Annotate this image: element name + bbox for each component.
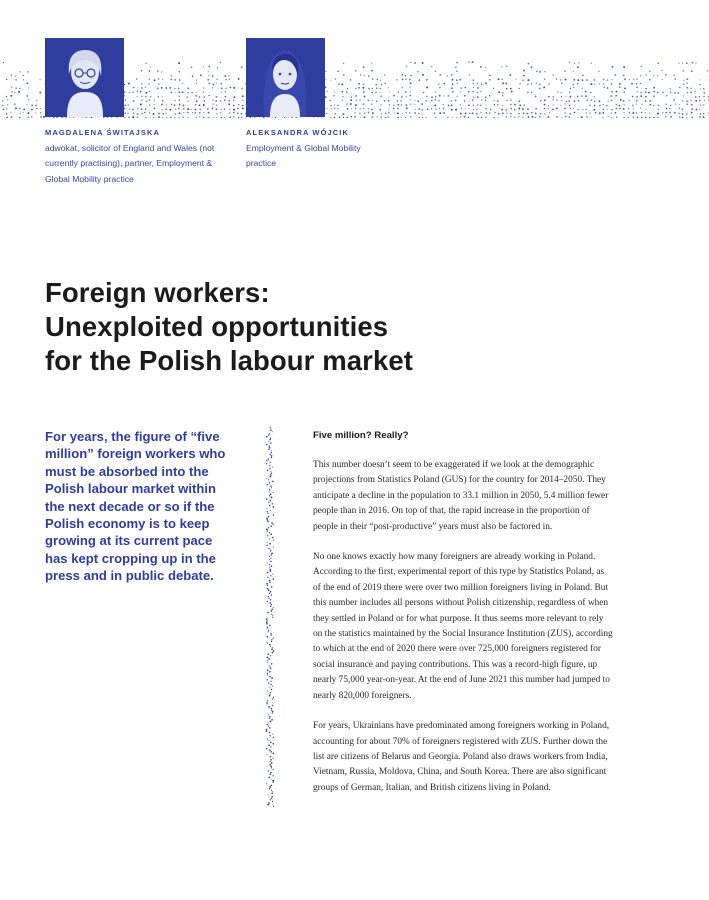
body-paragraph: For years, Ukrainians have predominated among foreigners working in Poland, accounting for about 70% of foreigners registered with ZUS. Further down the list are citizens of Belarus and Georgia. Poland also draws workers from India, Vietnam, Russia, Moldova, China, and South Korea. There are also significant groups of German, Italian, and British citizens living in Poland.: [313, 721, 610, 793]
author-photo-aleksandra: [246, 38, 325, 117]
author-photo-magdalena: [45, 38, 124, 117]
author-name: MAGDALENA ŚWITAJSKA: [45, 128, 161, 137]
body-paragraph: No one knows exactly how many foreigners are already working in Poland. According to the first, experimental report of this type by Statistics Poland, as of the end of 2019 there were over two million foreigners living in Poland. But this number includes all persons without Polish citizenship, regardless of when they settled in Poland or for what purpose. It thus seems more relevant to rely on the statistics maintained by the Social Insurance Institution (ZUS), according to which at the end of 2020 there were over 725,000 foreigners registered for social insurance and paying contributions. This was a record-high figure, up nearly 75,000 year-on-year. At the end of June 2021 this number had jumped to nearly 820,000 foreigners.: [313, 552, 613, 701]
title-line: for the Polish labour market: [45, 345, 414, 376]
article-title: [45, 276, 413, 378]
author-role: Employment & Global Mobility practice: [246, 143, 361, 169]
lead-paragraph: For years, the figure of “five million” foreign workers who must be absorbed into the Polish labour market within the next decade or so if the Polish economy is to keep growing at its current pace has kept cropping up in the press and in public debate.: [45, 429, 226, 584]
author-role: adwokat, solicitor of England and Wales (not currently practising), partner, Employment & Global Mobility practice: [45, 143, 215, 184]
author-block-1: [45, 128, 215, 187]
title-line: Unexploited opportunities: [45, 311, 389, 342]
author-block-2: [246, 128, 386, 172]
body-paragraph: This number doesn’t seem to be exaggerated if we look at the demographic projections from Statistics Poland (GUS) for the country for 2014–2050. They anticipate a decline in the population to 33.1 million in 2050, 5.4 million fewer people than in 2016. On top of that, the rapid increase in the proportion of people in their “post-productive” years must also be factored in.: [313, 460, 609, 532]
section-heading: Five million? Really?: [313, 430, 409, 441]
article-body: [313, 430, 613, 811]
title-line: Foreign workers:: [45, 277, 270, 308]
author-name: ALEKSANDRA WÓJCIK: [246, 128, 350, 137]
dotted-column-divider: [264, 426, 276, 807]
